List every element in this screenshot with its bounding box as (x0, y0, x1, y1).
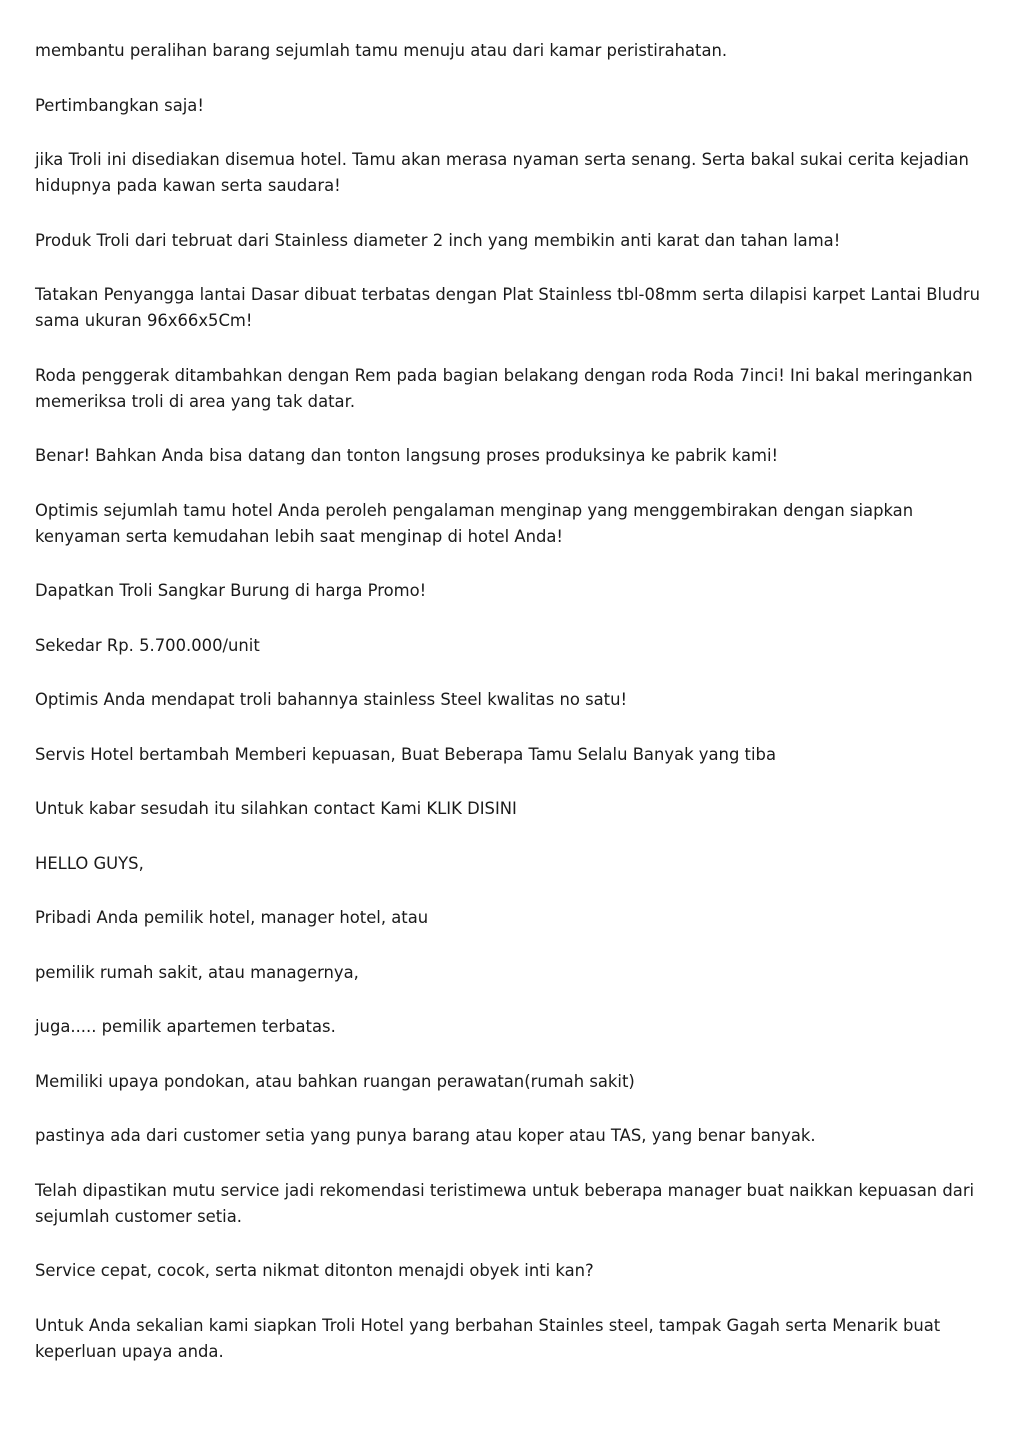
price-text: Sekedar Rp. 5.700.000/unit (35, 635, 260, 655)
paragraph: Telah dipastikan mutu service jadi rekomendasi teristimewa untuk beberapa manager buat naikkan kepuasan dari sejumlah customer setia. (35, 1180, 975, 1226)
paragraph: pastinya ada dari customer setia yang punya barang atau koper atau TAS, yang benar banyak. (35, 1126, 816, 1145)
paragraph: Tatakan Penyangga lantai Dasar dibuat terbatas dengan Plat Stainless tbl-08mm serta dilapisi karpet Lantai Bludru sama ukuran 96x66x5Cm! (35, 285, 980, 330)
paragraph: Produk Troli dari tebruat dari Stainless diameter 2 inch yang membikin anti karat dan tahan lama! (35, 230, 841, 250)
paragraph: Pertimbangkan saja! (35, 95, 204, 115)
document-body (35, 38, 995, 1393)
paragraph: Untuk Anda sekalian kami siapkan Troli Hotel yang berbahan Stainles steel, tampak Gagah serta Menarik buat keperluan upaya anda. (35, 1315, 941, 1361)
paragraph: Service cepat, cocok, serta nikmat ditonton menajdi obyek inti kan? (35, 1261, 594, 1280)
paragraph: Memiliki upaya pondokan, atau bahkan ruangan perawatan(rumah sakit) (35, 1071, 635, 1091)
paragraph: Pribadi Anda pemilik hotel, manager hotel, atau (35, 908, 429, 927)
paragraph: Benar! Bahkan Anda bisa datang dan tonton langsung proses produksinya ke pabrik kami! (35, 446, 779, 465)
promo-heading: Dapatkan Troli Sangkar Burung di harga Promo! (35, 581, 427, 600)
paragraph: Optimis Anda mendapat troli bahannya stainless Steel kwalitas no satu! (35, 690, 628, 709)
paragraph: jika Troli ini disediakan disemua hotel. Tamu akan merasa nyaman serta senang. Serta bakal sukai cerita kejadian hidupnya pada kawan serta saudara! (35, 150, 969, 195)
paragraph: juga..... pemilik apartemen terbatas. (35, 1017, 336, 1036)
paragraph: pemilik rumah sakit, atau managernya, (35, 962, 359, 982)
paragraph: Servis Hotel bertambah Memberi kepuasan, Buat Beberapa Tamu Selalu Banyak yang tiba (35, 744, 776, 764)
paragraph: membantu peralihan barang sejumlah tamu menuju atau dari kamar peristirahatan. (35, 41, 728, 60)
contact-paragraph: Untuk kabar sesudah itu silahkan contact Kami KLIK DISINI (35, 799, 517, 818)
paragraph: Roda penggerak ditambahkan dengan Rem pada bagian belakang dengan roda Roda 7inci! Ini bakal meringankan memeriksa troli di area yang tak datar. (35, 365, 973, 411)
paragraph: Optimis sejumlah tamu hotel Anda peroleh pengalaman menginap yang menggembirakan dengan siapkan kenyaman serta kemudahan lebih saat menginap di hotel Anda! (35, 500, 914, 546)
greeting: HELLO GUYS, (35, 853, 144, 873)
